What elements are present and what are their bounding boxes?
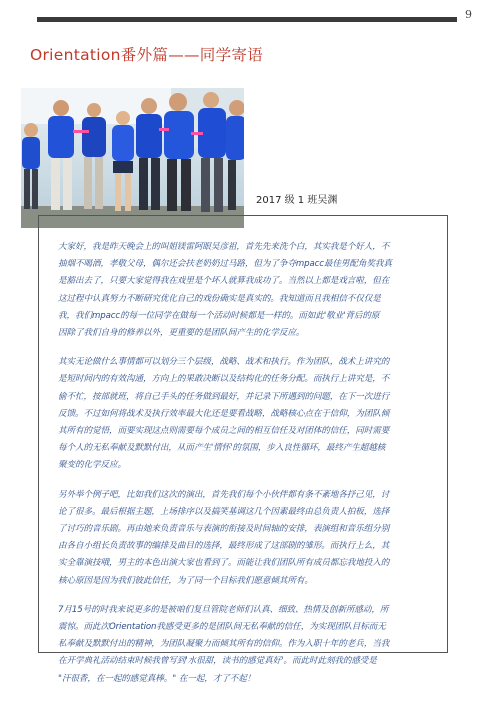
text-line: 每个人的无私奉献及默默付出，从而产生'情怀'的氛围，步入良性循环，最终产生超越核 bbox=[58, 443, 386, 454]
text-line: 其实无论做什么事情都可以划分三个层级，战略、战术和执行。作为团队，战术上讲究的 bbox=[58, 357, 390, 368]
text-line: 私奉献及默默付出的精神，为团队凝聚力而倾其所有的信仰。作为入职十年的老兵，当我 bbox=[58, 639, 390, 650]
text-line: 其所有的觉悟，而要实现这点则需要每个成员之间的相互信任及对团体的信任，同时需要 bbox=[58, 426, 390, 437]
text-line: 这过程中认真努力不断研究优化自己的戏份确实是真实的。我知道而且我相信不仅仅是 bbox=[58, 293, 381, 304]
paragraph bbox=[58, 239, 432, 342]
text-line: 偷不忙，按部就班，将自己手头的任务做到最好，并记录下所遇到的问题，在下一次进行 bbox=[58, 391, 390, 402]
page-number: 9 bbox=[465, 8, 472, 21]
paragraph bbox=[58, 602, 432, 688]
author-line: 2017 级 1 班吴渊 bbox=[256, 195, 338, 206]
text-line: 因除了我们自身的修养以外，更重要的是团队间产生的化学反应。 bbox=[58, 328, 305, 339]
text-line: 是短时间内的有效沟通，方向上的果敢决断以及结构化的任务分配。而执行上讲究是，不 bbox=[58, 374, 390, 385]
text-line: 大家好，我是昨天晚会上的叫姐镁雷阿眼吴彦祖，首先先来洗个白，其实我是个好人，不 bbox=[58, 242, 390, 252]
text-line: 论了很多。最后根据主题，上场排序以及搞笑基调这几个因素最终由总负责人拍板，选择 bbox=[58, 506, 390, 517]
text-line: 实全靠演技哦，男主的本色出演大家也看到了。而能让我们团队所有成员都忘我地投入的 bbox=[58, 558, 390, 569]
text-line: 反馈。不过如何将战术及执行效率最大化还是要看战略，战略核心点在于信仰，为团队倾 bbox=[58, 408, 390, 419]
text-line: 抽烟不喝酒，孝敬父母，偶尔还会扶老奶奶过马路，但为了争夺mpacc最佳男配角奖我真 bbox=[58, 259, 392, 270]
text-line: 震惊。而此次Orientation我感受更多的是团队间无私奉献的信任，为实现团队目标而无 bbox=[58, 622, 386, 633]
text-line: 另外举个例子吧，比如我们这次的演出，首先我们每个小伙伴都有条不紊地各抒己见，讨 bbox=[58, 489, 390, 500]
text-line: "汗很香，在一起的感觉真棒。" 在一起，才了不起！ bbox=[58, 673, 256, 684]
text-line: 了讨巧的音乐剧。再由她来负责音乐与表演的衔接及时间轴的安排，表演组和音乐组分别 bbox=[58, 524, 390, 535]
article-title: Orientation番外篇——同学寄语 bbox=[30, 46, 264, 64]
paragraph bbox=[58, 487, 432, 590]
article-body bbox=[58, 239, 432, 700]
paragraph bbox=[58, 354, 432, 474]
text-line: 我，我们mpacc的每一位同学在做每一个活动时候都是一样的。而如此'敬业'背后的原 bbox=[58, 310, 380, 321]
text-line: 由各自小组长负责故事的编排及曲目的选择，最终形成了这部剧的雏形。而执行上么，其 bbox=[58, 541, 390, 552]
text-line: 在开学典礼活动结束时候我曾写到'水很甜，读书的感觉真好'。而此时此刻我的感受是 bbox=[58, 656, 377, 667]
header-rule bbox=[37, 17, 457, 22]
text-line: 7月15号的时我来说更多的是被咱们复旦管院老师们认真、细致、热情及创新所感动，所 bbox=[58, 604, 389, 615]
group-photo bbox=[21, 88, 244, 228]
text-line: 聚变的化学反应。 bbox=[58, 460, 126, 471]
text-line: 是豁出去了，只要大家觉得我在戏里是个坏人就算我成功了。当然以上都是戏言啦，但在 bbox=[58, 276, 390, 287]
text-line: 核心原因是因为我们彼此信任，为了同一个目标我们愿意倾其所有。 bbox=[58, 575, 313, 586]
